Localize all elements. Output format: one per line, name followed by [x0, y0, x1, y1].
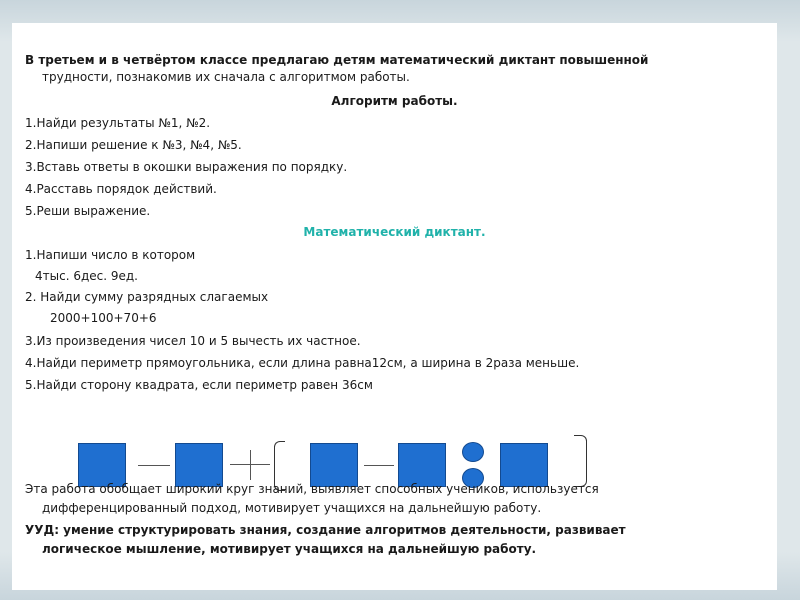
slide	[12, 23, 777, 590]
algorithm-step-3: 3.Вставь ответы в окошки выражения по порядку.	[25, 160, 348, 174]
intro-text-line2: трудности, познакомив их сначала с алгоритмом работы.	[42, 70, 410, 84]
algorithm-step-4: 4.Расставь порядок действий.	[25, 182, 217, 196]
algorithm-step-1: 1.Найди результаты №1, №2.	[25, 116, 211, 130]
intro-text-line1: В третьем и в четвёртом классе предлагаю детям математический диктант повышенной	[25, 53, 649, 67]
dictation-q2: 2. Найди сумму разрядных слагаемых	[25, 290, 269, 304]
division-dot-top	[462, 442, 484, 462]
algorithm-step-5: 5.Реши выражение.	[25, 204, 151, 218]
dictation-q1-detail: 4тыс. 6дес. 9ед.	[35, 269, 138, 283]
dictation-title: Математический диктант.	[303, 225, 486, 239]
minus-sign-2	[364, 465, 394, 466]
algorithm-title: Алгоритм работы.	[331, 94, 458, 108]
uud-text-line2: логическое мышление, мотивирует учащихся на дальнейшую работу.	[42, 542, 537, 556]
conclusion-text-line2: дифференцированный подход, мотивирует учащихся на дальнейшую работу.	[42, 501, 542, 515]
conclusion-text-line1: Эта работа обобщает широкий круг знаний, выявляет способных учеников, используется	[25, 482, 599, 496]
dictation-q1: 1.Напиши число в котором	[25, 248, 196, 262]
dictation-q2-detail: 2000+100+70+6	[50, 311, 157, 325]
right-bracket	[574, 435, 587, 487]
dictation-q4: 4.Найди периметр прямоугольника, если длина равна12см, а ширина в 2раза меньше.	[25, 356, 580, 370]
dictation-q3: 3.Из произведения чисел 10 и 5 вычесть их частное.	[25, 334, 361, 348]
uud-text-line1: УУД: умение структурировать знания, создание алгоритмов деятельности, развивает	[25, 523, 626, 537]
minus-sign	[138, 465, 170, 466]
dictation-q5: 5.Найди сторону квадрата, если периметр равен 36см	[25, 378, 373, 392]
plus-sign-vertical	[250, 450, 251, 480]
algorithm-step-2: 2.Напиши решение к №3, №4, №5.	[25, 138, 242, 152]
